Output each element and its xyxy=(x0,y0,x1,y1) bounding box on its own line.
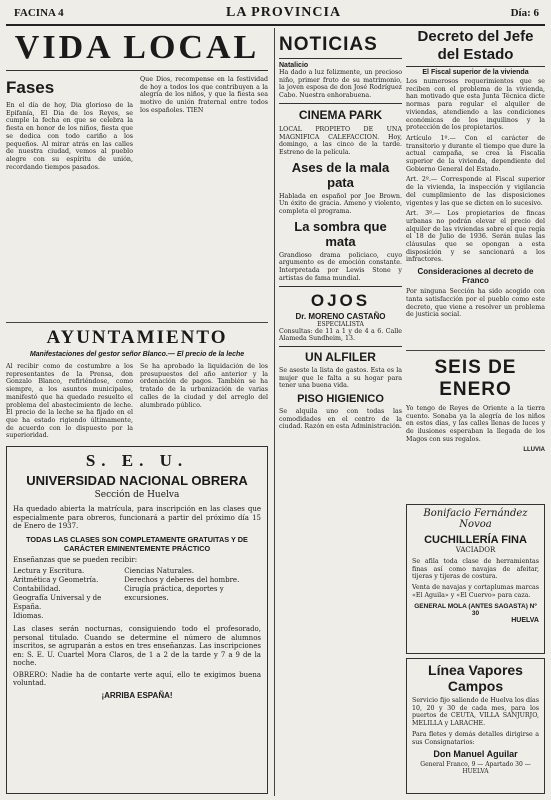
decreto-text-3: Art. 2º.— Corresponde al Fiscal superior de la vivienda, la inspección y vigilancia del cumplimiento de las disposiciones vigentes y las que se dicten en lo sucesivo. xyxy=(406,176,545,207)
seu-course-item: Aritmética y Geometría. xyxy=(13,576,99,585)
seis-de-enero-section xyxy=(406,350,545,501)
seu-course-item: Cirugía práctica, deportes y excursiones. xyxy=(124,585,224,603)
decreto-text-1: Los numerosos requerimientos que se reciben con el problema de la vivienda, han motivado que esta Junta Técnica dicte normas para regular el alquiler de viviendas, atendiendo a las condiciones económicas de los inquilinos y la protección de los propietarios. xyxy=(406,78,545,132)
seu-course-item: Geografía Universal y de España. xyxy=(13,594,102,612)
linea-agent: Don Manuel Aguilar xyxy=(433,749,518,760)
newspaper-name: LA PROVINCIA xyxy=(226,5,342,20)
linea-text-2: Para fletes y demás detalles dirigirse a sus Consignatarios: xyxy=(412,730,539,746)
seu-banner: TODAS LAS CLASES SON COMPLETAMENTE GRATUITAS Y DE CARÁCTER EMINENTEMENTE PRÁCTICO xyxy=(26,534,248,553)
issue-date: Día: 6 xyxy=(510,7,539,19)
newspaper-page xyxy=(6,4,545,796)
bonifacio-trade: CUCHILLERÍA FINA xyxy=(424,534,527,546)
sombra-text: Grandioso drama policiaco, cuyo argumento es de emoción constante. Interpretada por Lewis Stone y artistas de fama mundial. xyxy=(279,251,402,282)
cinema-title: CINEMA PARK xyxy=(298,107,383,122)
consideraciones-text: Por ninguna Sección ha sido acogido con tanta satisfacción por el pueblo como este decreto, que viene a resolver un problema de justicia social. xyxy=(406,288,545,319)
alfiler-title: UN ALFILER xyxy=(305,349,376,364)
natalicio-text: Ha dado a luz felizmente, un precioso niño, primer fruto de su matrimonio, la joven esposa de don José Rodríguez Cabo. Nuestra enhorabuena. xyxy=(279,69,402,100)
fases-column xyxy=(6,76,133,322)
film-text: Hablada en español por Joe Brown. Un éxito de gracia. Ameno y violento, completa el programa. xyxy=(279,192,402,216)
seis-signature: LLUVIA xyxy=(523,446,545,453)
bonifacio-address: GENERAL MOLA (ANTES SAGASTA) Nº 30 xyxy=(414,602,537,617)
seu-body: Las clases serán nocturnas, consiguiendo todo el profesorado, personal titulado. Cuando se determine el número de alumnos inscritos, se agruparán a estos en tres enseñanzas. Las inscripciones en: S. E. U. Cuartel Mora Claros, de 1 a 2 de la tarde y 7 a 9 de la noche. xyxy=(13,625,261,668)
decreto-subtitle: El Fiscal superior de la vivienda xyxy=(422,69,529,76)
seu-courses-left xyxy=(13,567,124,621)
seu-course-item: Contabilidad. xyxy=(13,585,61,594)
seu-closing: OBRERO: Nadie ha de contarte verte aquí, ello te exigimos buena voluntad. xyxy=(13,670,261,688)
decreto-text-2: Artículo 1º.— Con el carácter de transitorio y durante el tiempo que dure la actual campaña, se crea la Fiscalía superior de la vivienda, dependiente del Gobierno General del Estado. xyxy=(406,134,545,173)
seu-section: Sección de Huelva xyxy=(94,490,180,500)
linea-text: Servicio fijo saliendo de Huelva los días 10, 20 y 30 de cada mes, para los puertos de CEUTA, VILLA SANJURJO, MELILLA y LARACHE. xyxy=(412,697,539,728)
ayuntamiento-col-2 xyxy=(140,363,268,443)
natalicio-kicker: Natalicio xyxy=(279,62,309,69)
linea-vapores-advertisement xyxy=(406,658,545,794)
ayuntamiento-subtitle: Manifestaciones del gestor señor Blanco.— El precio de la leche xyxy=(29,351,245,358)
bonifacio-name: Bonifacio Fernández Novoa xyxy=(423,508,528,530)
bonifacio-advertisement xyxy=(406,504,545,654)
ojos-title: OJOS xyxy=(310,290,371,310)
bonifacio-subtitle: VACIADOR xyxy=(455,546,496,554)
bonifacio-text: Se afila toda clase de herramientas finas así como navajas de afeitar, tijeras y tijeras de costura. xyxy=(412,558,539,581)
page-number: FACINA 4 xyxy=(14,7,64,19)
seu-subtitle: UNIVERSIDAD NACIONAL OBRERA xyxy=(26,473,248,488)
fases-column-2 xyxy=(140,76,268,322)
vida-local-title: VIDA LOCAL xyxy=(14,29,260,66)
ojos-text: Consultas: de 11 a 1 y de 4 a 6. Calle Alameda Sundheim, 13. xyxy=(279,327,402,343)
seu-courses xyxy=(13,567,261,621)
linea-address: General Franco, 9 — Apartado 30 — HUELVA xyxy=(420,761,531,776)
seu-courses-right xyxy=(124,567,261,621)
fases-text-2: Que Dios, recompense en la festividad de hoy a todos los que contribuyen a la alegría de los niños, y que la fiesta sea motivo de unión fraternal entre todos los españoles. TIEN xyxy=(140,76,268,114)
seu-courses-intro: Enseñanzas que se pueden recibir: xyxy=(13,555,138,564)
ojos-specialty: ESPECIALISTA xyxy=(317,320,364,328)
seu-shout: ¡ARRIBA ESPAÑA! xyxy=(101,690,173,700)
piso-text: Se alquila uno con todas las comodidades en el centro de la ciudad. Razón en esta Administración. xyxy=(279,408,402,431)
bonifacio-text-2: Venta de navajas y cortaplumas marcas «El Aguila» y «El Cuervo» para caza. xyxy=(412,584,539,599)
ojos-doctor: Dr. MORENO CASTAÑO xyxy=(295,311,386,321)
ayuntamiento-text: Al recibir como de costumbre a los representantes de la Prensa, don Gonzalo Blanco, refiriéndose, como siempre, a los asuntos municipales, manifestó que ha quedado resuelto el problema del abastecimiento de leche. El precio de la leche se ha fijado en el que ha estado rigiendo últimamente, de acuerdo con lo dispuesto por la superioridad. xyxy=(6,363,133,440)
decreto-text-4: Art. 3º.— Los propietarios de fincas urbanas no podrán elevar el precio del alquiler de las viviendas sobre el que regía el 18 de Julio de 1936. Serán nulas las cláusulas que se opongan a esta disposición y se sancionará a los infractores. xyxy=(406,210,545,264)
cinema-text: LOCAL PROPIETO DE UNA MAGNIFICA CALEFACCION. Hoy, domingo, a las cinco de la tarde. Estreno de la película. xyxy=(279,125,402,156)
consideraciones-title: Consideraciones al decreto de Franco xyxy=(417,267,534,286)
film-title: Ases de la mala pata xyxy=(291,159,390,190)
seu-course-item: Ciencias Naturales. xyxy=(124,567,194,576)
bonifacio-city: HUELVA xyxy=(511,616,539,624)
ayuntamiento-text-2: Se ha aprobado la liquidación de los presupuestos del año anterior y la ordenación de pagos. También se ha tratado de la urbanización de varias calles de la ciudad y del arreglo del alumbrado público. xyxy=(140,363,268,409)
decreto-section xyxy=(406,28,545,346)
vida-local-section xyxy=(6,28,268,322)
seu-course-item: Lectura y Escritura. xyxy=(13,567,85,576)
linea-title: Línea Vapores Campos xyxy=(428,662,523,694)
seis-text: Yo tengo de Reyes de Oriente a la tierra cuento. Sonaba ya la alegría de los niños en estos días, y las calles llenas de luces y de ilusiones esperaban la llegada de los Magos con sus regalos. xyxy=(406,405,545,443)
seu-title: S. E. U. xyxy=(85,451,189,470)
sombra-title: La sombra que mata xyxy=(294,218,387,249)
ayuntamiento-section xyxy=(6,322,268,443)
seu-course-item: Idiomas. xyxy=(13,612,44,621)
masthead xyxy=(6,4,545,26)
seis-title: SEIS DE ENERO xyxy=(434,357,517,400)
fases-text: En el día de hoy, Dia glorioso de la Epifanía, El Dia de los Reyes, se cumple la fecha en que se celebra la fiesta en honor de los niños, fiesta que se dedica con todo cariño a los pequeños. Al mirar atrás en las calles de nuestra ciudad, vemos al pueblo alegre con su espíritu de unión, recordando tiempos pasados. xyxy=(6,102,133,171)
piso-title: PISO HIGIENICO xyxy=(297,393,384,406)
noticias-column xyxy=(274,28,402,796)
alfiler-text: Se aseste la lista de gastos. Esta es la mujer que le falta a su hogar para tener una buena vida. xyxy=(279,366,402,390)
seu-advertisement xyxy=(6,446,268,794)
fases-title: Fases xyxy=(6,78,55,97)
noticias-title: NOTICIAS xyxy=(279,34,378,55)
ayuntamiento-col-1 xyxy=(6,363,133,443)
decreto-title: Decreto del Jefe del Estado xyxy=(417,28,534,63)
ayuntamiento-title: AYUNTAMIENTO xyxy=(46,327,228,348)
seu-intro: Ha quedado abierta la matrícula, para inscripción en las clases que especialmente para obreros, funcionará a partir del próximo día 15 de Enero de 1937. xyxy=(13,505,261,530)
seu-course-item: Derechos y deberes del hombre. xyxy=(124,576,240,585)
